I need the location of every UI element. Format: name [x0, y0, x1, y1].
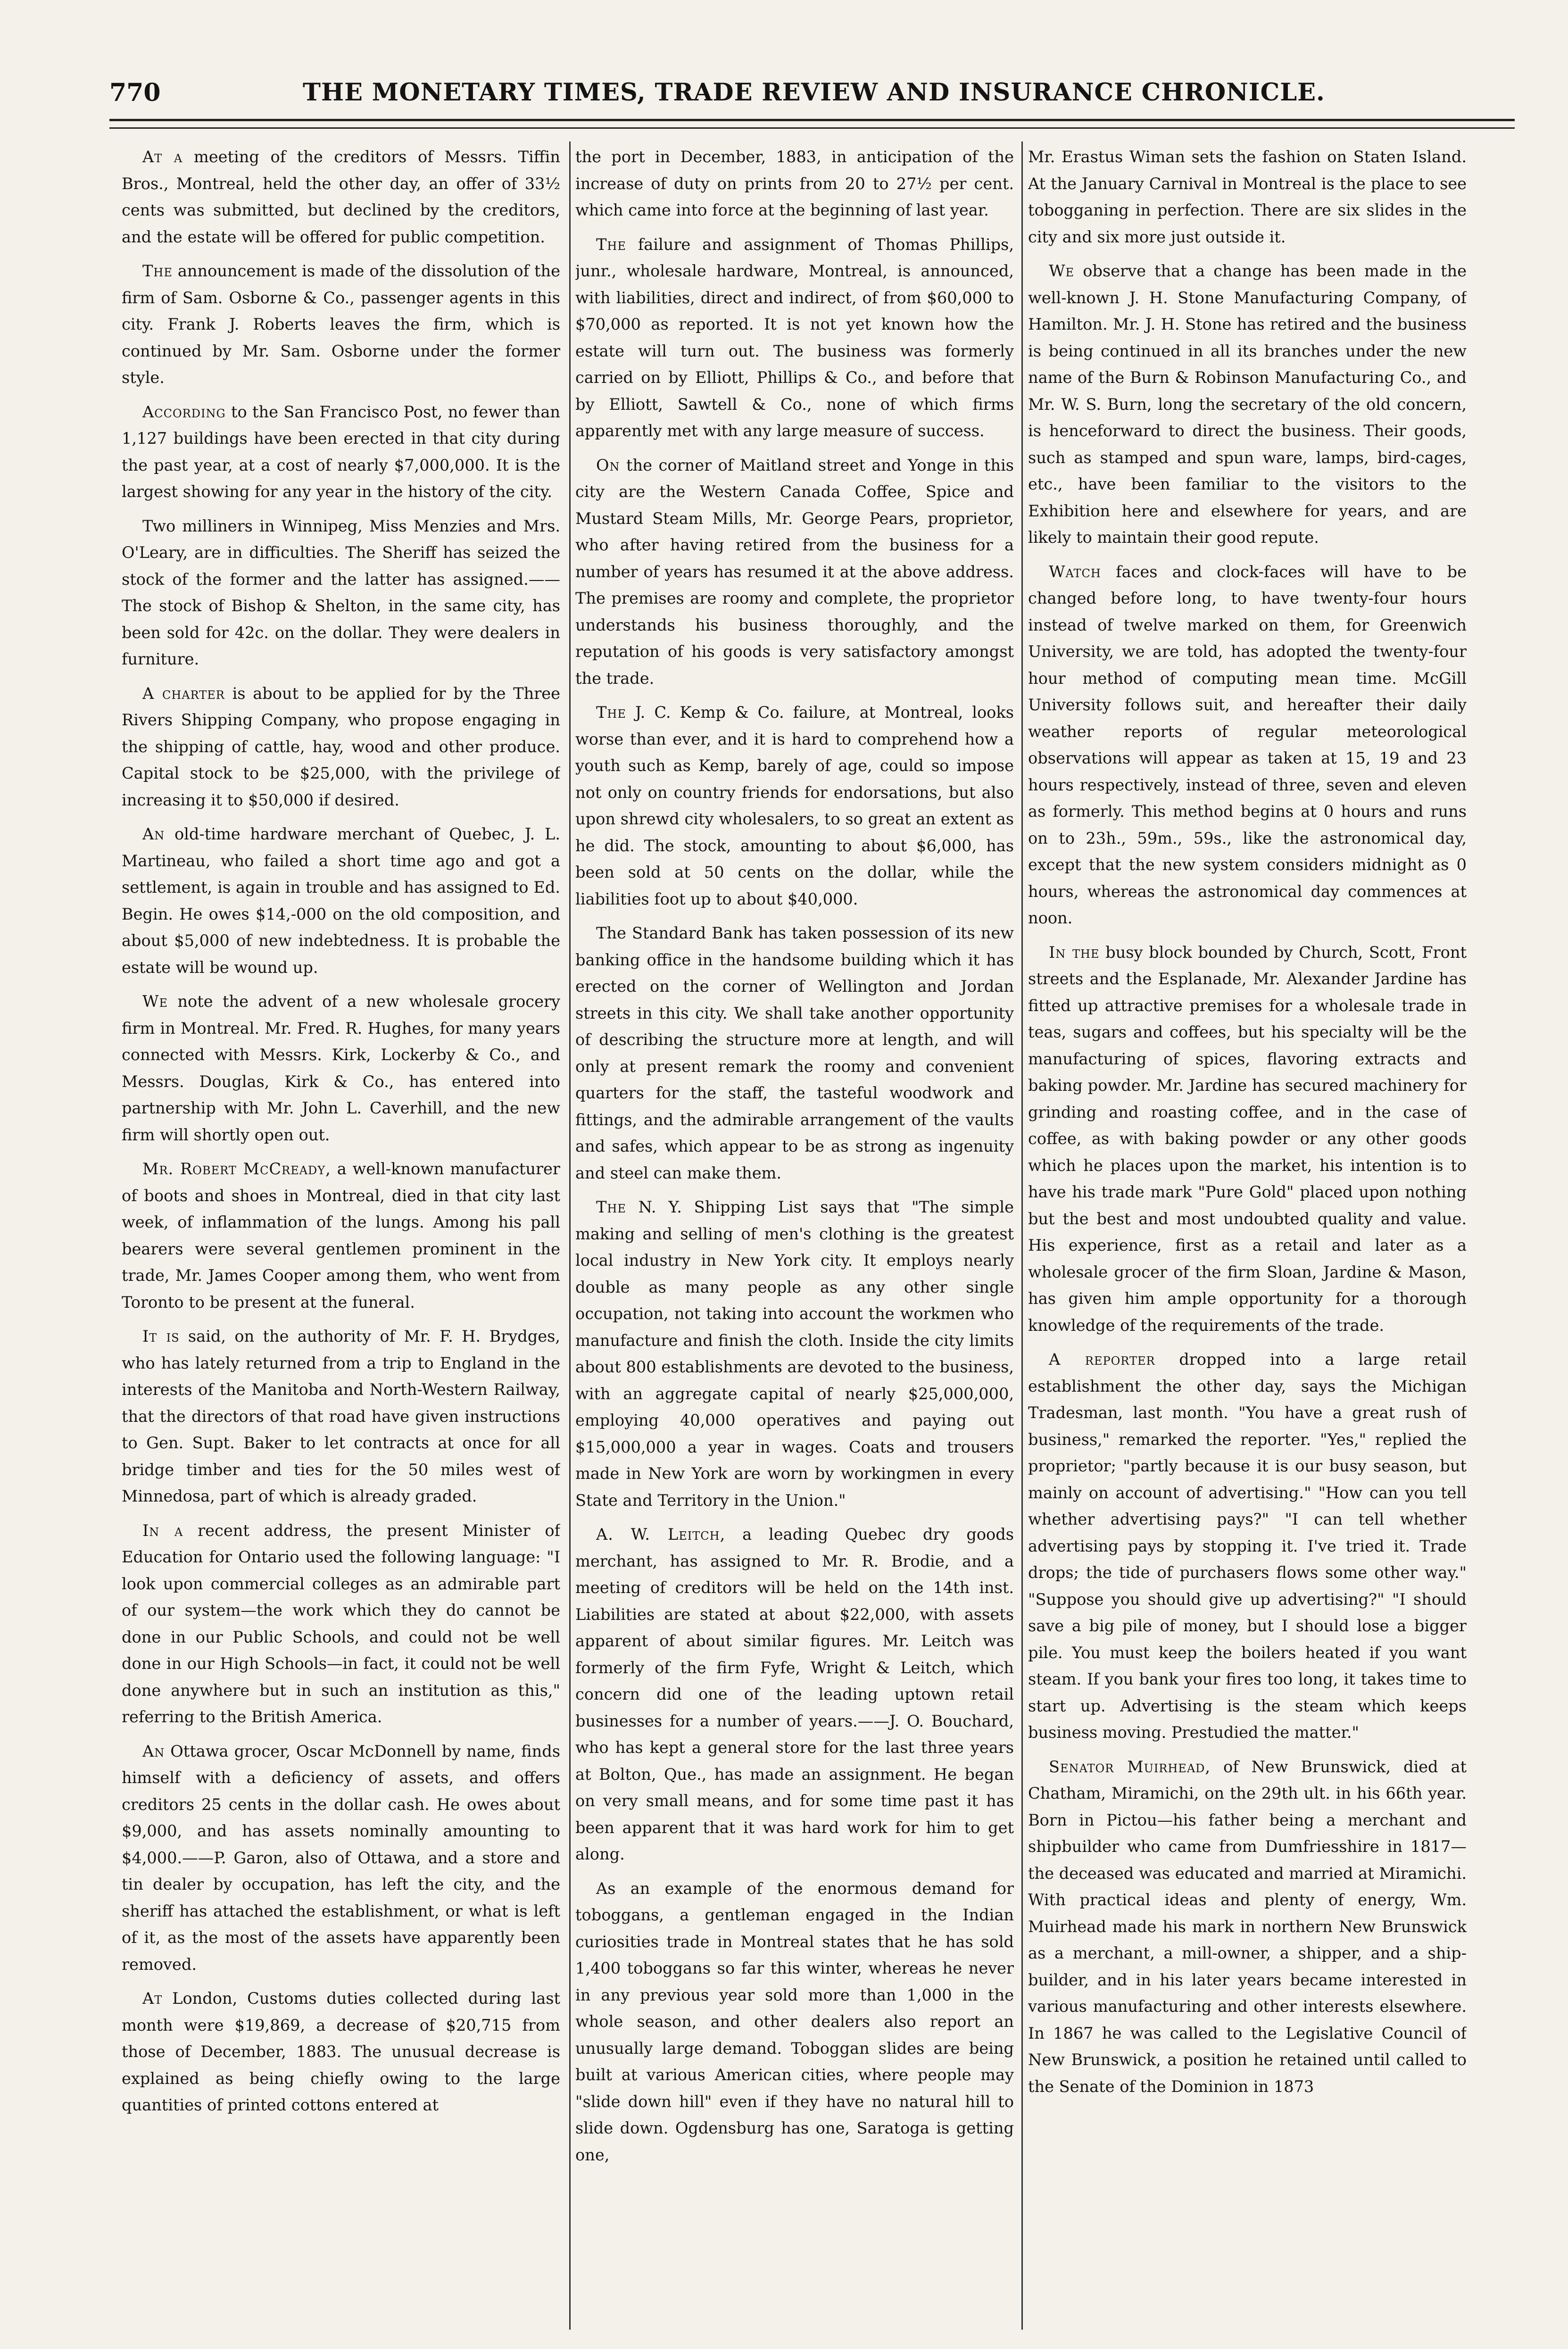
article-paragraph: [575, 920, 1014, 1187]
header-rule-top: [109, 119, 1515, 121]
article-paragraph: [575, 699, 1014, 913]
paragraph-lead: The: [142, 262, 173, 280]
paragraph-lead: A charter: [142, 684, 225, 703]
column-1: [122, 144, 560, 2294]
paragraph-text: Mr. Erastus Wiman sets the fashion on Staten Island. At the January Carnival in Montreal is the place to see tobogganing in perfection. There are six slides in the city and six more just outside it.: [1028, 148, 1467, 246]
paragraph-lead: On: [596, 456, 620, 474]
article-paragraph: [122, 1738, 560, 1978]
paragraph-lead: Senator Muirhead,: [1049, 1757, 1211, 1776]
paragraph-lead: We: [1049, 262, 1075, 280]
paragraph-text: London, Customs duties collected during last month were $19,869, a decrease of $20,715 from those of December, 1883. The unusual decrease is explained as being chiefly owing to the large quantities of printed cottons entered at: [122, 1989, 560, 2114]
article-paragraph: [1028, 939, 1467, 1339]
paragraph-lead: The: [596, 235, 626, 254]
paragraph-text: Two milliners in Winnipeg, Miss Menzies and Mrs. O'Leary, are in difficulties. The Sheriff has seized the stock of the former and the latter has assigned.——The stock of Bishop & Shelton, in the same city, has been sold for 42c. on the dollar. They were dealers in furniture.: [122, 516, 560, 668]
article-paragraph: [122, 988, 560, 1148]
article-paragraph: [122, 1323, 560, 1510]
article-paragraph: [575, 1521, 1014, 1868]
paragraph-text: failure and assignment of Thomas Phillips, junr., wholesale hardware, Montreal, is announced, with liabilities, direct and indirect, of from $60,000 to $70,000 as reported. It is not yet known how the estate will turn out. The business was formerly carried on by Elliott, Phillips & Co., and before that by Elliott, Sawtell & Co., none of which firms apparently met with any large measure of success.: [575, 235, 1014, 440]
paragraph-text: meeting of the creditors of Messrs. Tiffin Bros., Montreal, held the other day, an offer of 33½ cents was submitted, but declined by the creditors, and the estate will be offered for public competition.: [122, 148, 560, 246]
paragraph-text: the port in December, 1883, in anticipation of the increase of duty on prints from 20 to 27½ per cent. which came into force at the beginning of last year.: [575, 148, 1014, 219]
paragraph-lead: At a: [142, 148, 183, 166]
paragraph-text: said, on the authority of Mr. F. H. Brydges, who has lately returned from a trip to England in the interests of the Manitoba and North-Western Railway, that the directors of that road have given instructions to Gen. Supt. Baker to let contracts at once for all bridge timber and ties for the 50 miles west of Minnedosa, part of which is already graded.: [122, 1327, 560, 1505]
paragraph-lead: At: [142, 1989, 163, 2008]
paragraph-text: a leading Quebec dry goods merchant, has assigned to Mr. R. Brodie, and a meeting of creditors will be held on the 14th inst. Liabilities are stated at about $22,000, with assets apparent of about similar figures. Mr. Leitch was formerly of the firm Fyfe, Wright & Leitch, which concern did one of the leading uptown retail businesses for a number of years.——J. O. Bouchard, who has kept a general store for the last three years at Bolton, Que., has made an assignment. He began on very small means, and for some time past it has been apparent that it was hard work for him to get along.: [575, 1525, 1014, 1863]
column-divider-2: [1021, 141, 1023, 2330]
paragraph-text: observe that a change has been made in the well-known J. H. Stone Manufacturing Company, of Hamilton. Mr. J. H. Stone has retired and the business is being continued in all its branches under the new name of the Burn & Robinson Manufacturing Co., and Mr. W. S. Burn, long the secretary of the old concern, is henceforward to direct the business. Their goods, such as stamped and spun ware, lamps, bird-cages, etc., have been familiar to the visitors to the Exhibition here and elsewhere for years, and are likely to maintain their good repute.: [1028, 262, 1467, 547]
paragraph-lead: Mr. Robert McCready,: [142, 1160, 331, 1178]
paragraph-text: of New Brunswick, died at Chatham, Miramichi, on the 29th ult. in his 66th year. Born in Pictou—his father being a merchant and shipbuilder who came from Dumfriesshire in 1817—the deceased was educated and married at Miramichi. With practical ideas and plenty of energy, Wm. Muirhead made his mark in northern New Brunswick as a merchant, a mill-owner, a shipper, and a ship-builder, and in his later years became interested in various manufacturing and other interests elsewhere. In 1867 he was called to the Legislative Council of New Brunswick, a position he retained until called to the Senate of the Dominion in 1873: [1028, 1757, 1467, 2096]
article-paragraph: [575, 452, 1014, 692]
article-paragraph: [1028, 559, 1467, 932]
article-paragraph: [122, 681, 560, 814]
paragraph-lead: The: [596, 1198, 626, 1216]
page-header: [109, 75, 1515, 123]
paragraph-text: recent address, the present Minister of Education for Ontario used the following language: "I look upon commercial colleges as an admirable part of our system—the work which they do cannot be done in our Public Schools, and could not be well done in our High Schools—in fact, it could not be well done anywhere but in such an institution as this," referring to the British America.: [122, 1521, 560, 1726]
paragraph-lead: According: [142, 402, 226, 421]
article-paragraph: [122, 821, 560, 981]
page-number: 770: [109, 78, 161, 107]
paragraph-text: dropped into a large retail establishment the other day, says the Michigan Tradesman, last month. "You have a great rush of business," remarked the reporter. "Yes," replied the proprietor; "partly because it is our busy season, but mainly on account of advertising." "How can you tell whether advertising pays?" "I can tell whether advertising pays by stopping it. I've tried it. Trade drops; the tide of purchasers flows some other way." "Suppose you should give up advertising?" "I should save a big pile of money, but I should lose a bigger pile. You must keep the boilers heated if you want steam. If you bank your fires too long, it takes time to start up. Advertising is the steam which keeps business moving. Prestudied the matter.": [1028, 1350, 1467, 1742]
paragraph-text: As an example of the enormous demand for toboggans, a gentleman engaged in the Indian curiosities trade in Montreal states that he has sold 1,400 toboggans so far this winter, whereas he never in any previous year sold more than 1,000 in the whole season, and other dealers also report an unusually large demand. Toboggan slides are being built at various American cities, where people may "slide down hill" even if they have no natural hill to slide down. Ogdensburg has one, Saratoga is getting one,: [575, 1879, 1014, 2164]
paragraph-lead: We: [142, 992, 168, 1011]
paragraph-text: Ottawa grocer, Oscar McDonnell by name, finds himself with a deficiency of assets, and offers creditors 25 cents in the dollar cash. He owes about $9,000, and has assets nominally amounting to $4,000.——P. Garon, also of Ottawa, and a store and tin dealer by occupation, has left the city, and the sheriff has attached the establishment, or what is left of it, as the most of the assets have apparently been removed.: [122, 1742, 560, 1974]
paragraph-text: old-time hardware merchant of Quebec, J. L. Martineau, who failed a short time ago and got a settlement, is again in trouble and has assigned to Ed. Begin. He owes $14,-000 on the old composition, and about $5,000 of new indebtedness. It is probable the estate will be wound up.: [122, 825, 560, 977]
running-title: THE MONETARY TIMES, TRADE REVIEW AND INSURANCE CHRONICLE.: [303, 78, 1325, 107]
article-paragraph: [1028, 1346, 1467, 1746]
paragraph-text: J. C. Kemp & Co. failure, at Montreal, looks worse than ever, and it is hard to comprehend how a youth such as Kemp, barely of age, could so impose not only on country friends for endorsations, but also upon shrewd city wholesalers, to so great an extent as he did. The stock, amounting to about $6,000, has been sold at 50 cents on the dollar, while the liabilities foot up to about $40,000.: [575, 703, 1014, 908]
article-continuation: [575, 144, 1014, 224]
paragraph-lead: Watch: [1049, 562, 1101, 581]
paragraph-lead: The: [596, 703, 626, 722]
paragraph-lead: In the: [1049, 943, 1100, 962]
article-paragraph: [122, 1985, 560, 2119]
paragraph-lead: It is: [142, 1327, 180, 1345]
paragraph-text: faces and clock-faces will have to be changed before long, to have twenty-four hours instead of twelve marked on them, for Greenwich University, we are told, has adopted the twenty-four hour method of computing mean time. McGill University follows suit, and hereafter their daily weather reports of regular meteorological observations will appear as taken at 15, 19 and 23 hours respectively, instead of three, seven and eleven as formerly. This method begins at 0 hours and runs on to 23h., 59m., 59s., like the astronomical day, except that the new system considers midnight as 0 hours, whereas the astronomical day commences at noon.: [1028, 562, 1467, 927]
paragraph-lead: A. W. Leitch,: [596, 1525, 726, 1544]
paragraph-lead: An: [142, 825, 165, 843]
paragraph-text: to the San Francisco Post, no fewer than 1,127 buildings have been erected in that city during the past year, at a cost of nearly $7,000,000. It is the largest showing for any year in the history of the city.: [122, 402, 560, 501]
paragraph-lead: An: [142, 1742, 165, 1760]
paragraph-lead: In a: [142, 1521, 183, 1540]
article-paragraph: [122, 513, 560, 673]
article-paragraph: [122, 399, 560, 506]
paragraph-lead: A reporter: [1049, 1350, 1155, 1369]
column-3: [1028, 144, 1467, 2294]
article-paragraph: [1028, 1754, 1467, 2100]
paragraph-text: busy block bounded by Church, Scott, Front streets and the Esplanade, Mr. Alexander Jardine has fitted up attractive premises for a wholesale trade in teas, sugars and coffees, but his specialty will be the manufacturing of spices, flavoring extracts and baking powder. Mr. Jardine has secured machinery for grinding and roasting coffee, and in the case of coffee, as with baking powder or any other goods which he places upon the market, his intention is to have his trade mark "Pure Gold" placed upon nothing but the best and most undoubted quality and value. His experience, first as a retail and later as a wholesale grocer of the firm Sloan, Jardine & Mason, has given him ample opportunity for a thorough knowledge of the requirements of the trade.: [1028, 943, 1467, 1335]
paragraph-text: The Standard Bank has taken possession of its new banking office in the handsome building which it has erected on the corner of Wellington and Jordan streets in this city. We shall take another opportunity of describing the structure more at length, and will only at present remark the roomy and convenient quarters for the staff, the tasteful woodwork and fittings, and the admirable arrangement of the vaults and safes, which appear to be as strong as ingenuity and steel can make them.: [575, 924, 1014, 1182]
article-paragraph: [122, 1156, 560, 1316]
article-paragraph: [575, 1194, 1014, 1514]
paragraph-text: note the advent of a new wholesale grocery firm in Montreal. Mr. Fred. R. Hughes, for many years connected with Messrs. Kirk, Lockerby & Co., and Messrs. Douglas, Kirk & Co., has entered into partnership with Mr. John L. Caverhill, and the new firm will shortly open out.: [122, 992, 560, 1144]
article-paragraph: [122, 258, 560, 391]
column-divider-1: [569, 141, 571, 2330]
article-paragraph: [1028, 258, 1467, 551]
article-paragraph: [575, 1876, 1014, 2169]
paragraph-text: announcement is made of the dissolution of the firm of Sam. Osborne & Co., passenger agents in this city. Frank J. Roberts leaves the firm, which is continued by Mr. Sam. Osborne under the former style.: [122, 262, 560, 387]
article-continuation: [1028, 144, 1467, 250]
article-paragraph: [122, 1518, 560, 1731]
paragraph-text: N. Y. Shipping List says that "The simple making and selling of men's clothing is the greatest local industry in New York city. It employs nearly double as many people as any other single occupation, not taking into account the workmen who manufacture and finish the cloth. Inside the city limits about 800 establishments are devoted to the business, with an aggregate capital of nearly $25,000,000, employing 40,000 operatives and paying out $15,000,000 a year in wages. Coats and trousers made in New York are worn by workingmen in every State and Territory in the Union.": [575, 1198, 1014, 1510]
article-paragraph: [122, 144, 560, 250]
article-paragraph: [575, 232, 1014, 445]
column-2: [575, 144, 1014, 2294]
paragraph-text: the corner of Maitland street and Yonge in this city are the Western Canada Coffee, Spice and Mustard Steam Mills, Mr. George Pears, proprietor, who after having retired from the business for a number of years has resumed it at the above address. The premises are roomy and complete, the proprietor understands his business thoroughly, and the reputation of his goods is very satisfactory amongst the trade.: [575, 456, 1014, 688]
header-rule-bottom: [109, 127, 1515, 129]
paragraph-text: a well-known manufacturer of boots and shoes in Montreal, died in that city last week, of inflammation of the lungs. Among his pall bearers were several gentlemen prominent in the trade, Mr. James Cooper among them, who went from Toronto to be present at the funeral.: [122, 1160, 560, 1311]
paragraph-text: is about to be applied for by the Three Rivers Shipping Company, who propose engaging in the shipping of cattle, hay, wood and other produce. Capital stock to be $25,000, with the privilege of increasing it to $50,000 if desired.: [122, 684, 560, 809]
